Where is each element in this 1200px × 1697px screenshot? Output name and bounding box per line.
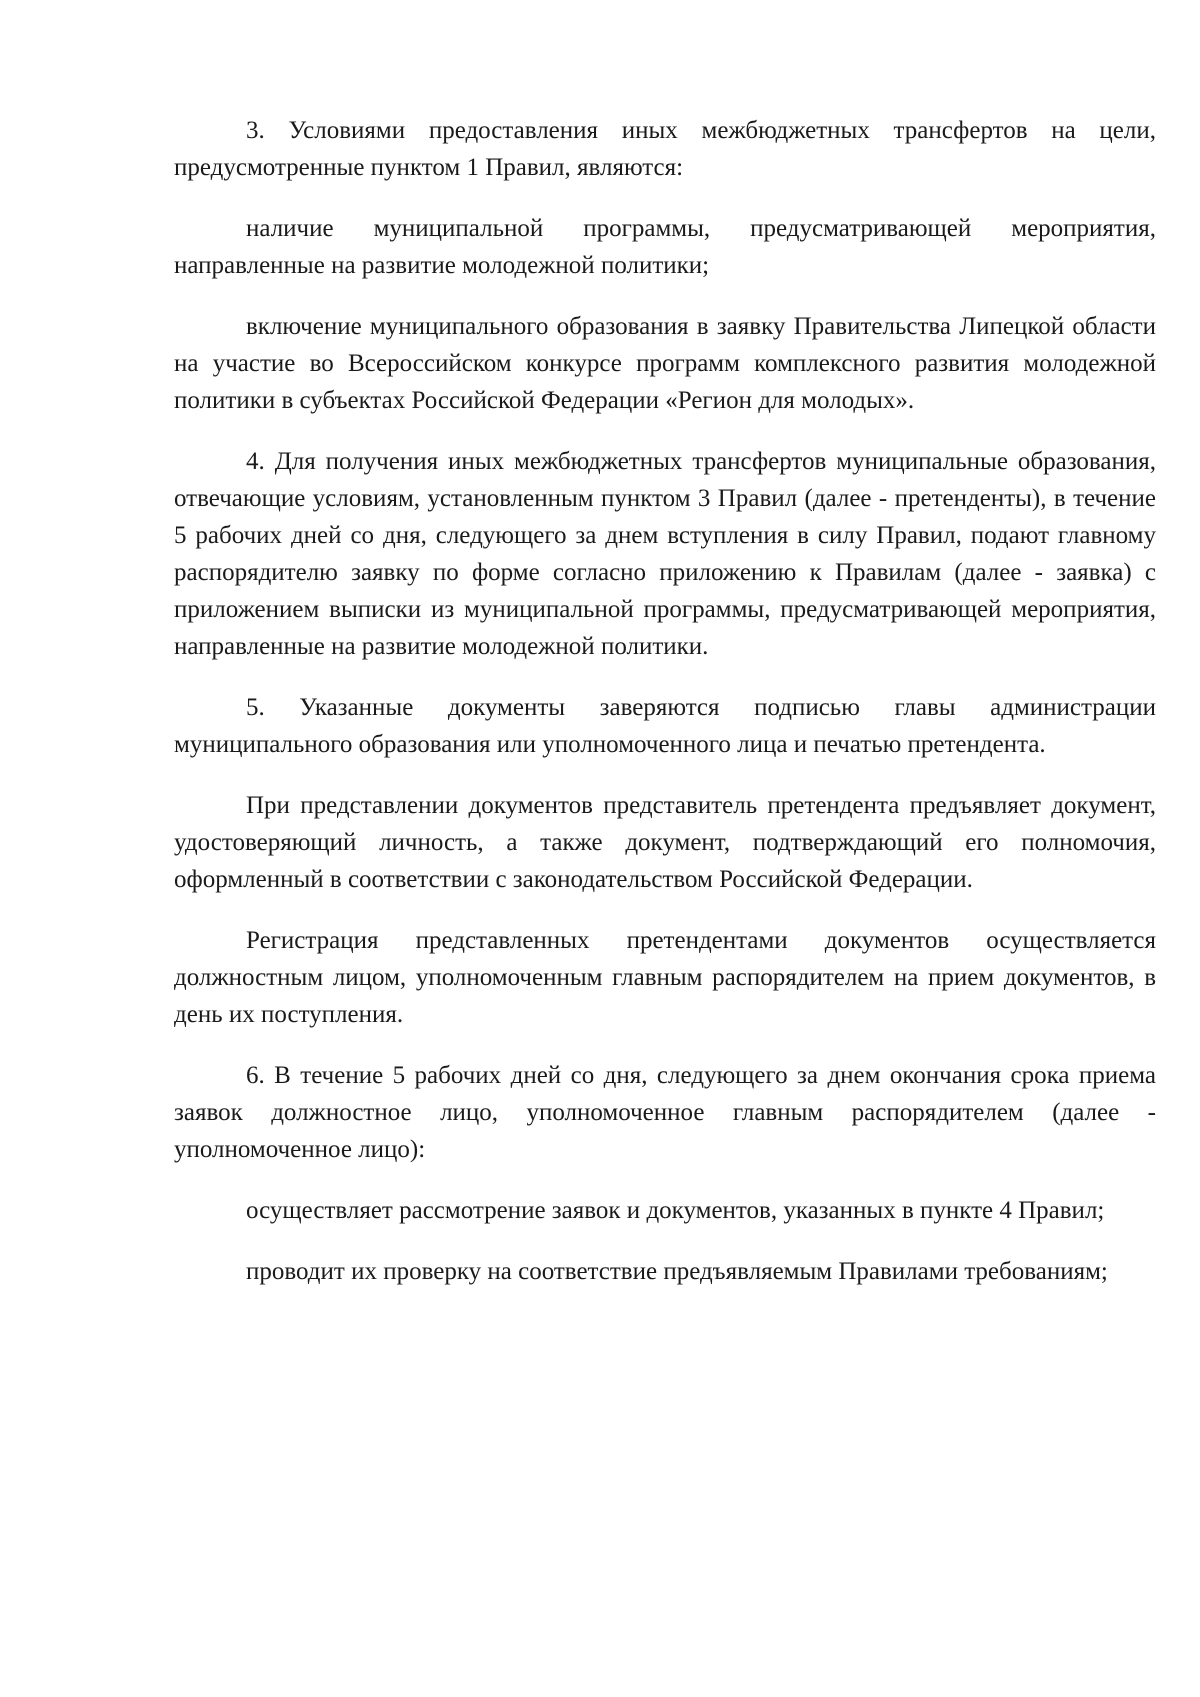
paragraph-condition-program: наличие муниципальной программы, предусматривающей мероприятия, направленные на развитие молодежной политики; <box>174 215 1156 279</box>
paragraph-3-conditions: 3. Условиями предоставления иных межбюджетных трансфертов на цели, предусмотренные пунктом 1 Правил, являются: <box>174 117 1156 181</box>
paragraph-verification: проводит их проверку на соответствие предъявляемым Правилами требованиям; <box>246 1258 1108 1285</box>
paragraph-representative: При представлении документов представитель претендента предъявляет документ, удостоверяющий личность, а также документ, подтверждающий его полномочия, оформленный в соответствии с законодательством Российской Федерации. <box>174 792 1156 893</box>
paragraph-5-certification: 5. Указанные документы заверяются подписью главы администрации муниципального образования или уполномоченного лица и печатью претендента. <box>174 694 1156 758</box>
paragraph-review-documents: осуществляет рассмотрение заявок и документов, указанных в пункте 4 Правил; <box>246 1197 1105 1224</box>
document-body <box>174 112 1156 1290</box>
paragraph-condition-application: включение муниципального образования в заявку Правительства Липецкой области на участие во Всероссийском конкурсе программ комплексного развития молодежной политики в субъектах Российской Федерации «Регион для молодых». <box>174 313 1156 414</box>
paragraph-registration: Регистрация представленных претендентами документов осуществляется должностным лицом, уполномоченным главным распорядителем на прием документов, в день их поступления. <box>174 927 1156 1028</box>
paragraph-6-review: 6. В течение 5 рабочих дней со дня, следующего за днем окончания срока приема заявок должностное лицо, уполномоченное главным распорядителем (далее - уполномоченное лицо): <box>174 1062 1156 1163</box>
paragraph-4-application: 4. Для получения иных межбюджетных трансфертов муниципальные образования, отвечающие условиям, установленным пунктом 3 Правил (далее - претенденты), в течение 5 рабочих дней со дня, следующего за днем вступления в силу Правил, подают главному распорядителю заявку по форме согласно приложению к Правилам (далее - заявка) с приложением выписки из муниципальной программы, предусматривающей мероприятия, направленные на развитие молодежной политики. <box>174 448 1156 660</box>
